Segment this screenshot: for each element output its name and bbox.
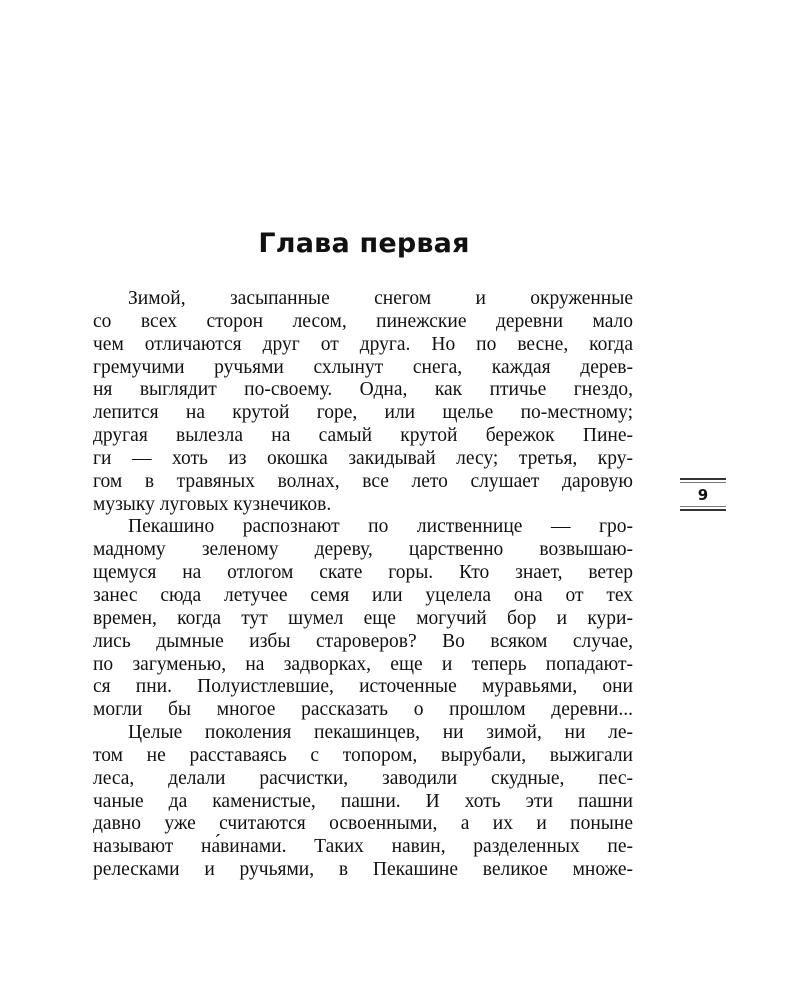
text-line: ня выглядит по-своему. Одна, как птичье гнездо, bbox=[93, 379, 633, 401]
text-line: могли бы многое рассказать о прошлом деревни... bbox=[93, 699, 633, 721]
text-line: со всех сторон лесом, пинежские деревни мало bbox=[93, 310, 633, 332]
folio-rule bbox=[680, 509, 726, 511]
text-line: Пекашино распознают по лиственнице — гро- bbox=[128, 516, 633, 538]
text-line: другая вылезла на самый крутой бережок Пине- bbox=[93, 425, 633, 447]
page-number: 9 bbox=[697, 486, 709, 504]
text-line: гремучими ручьями схлынут снега, каждая дерев- bbox=[93, 356, 633, 378]
text-line: ги — хоть из окошка закидывай лесу; третья, кру- bbox=[93, 447, 633, 469]
folio-rule bbox=[680, 482, 726, 483]
text-line: Целые поколения пекашинцев, ни зимой, ни ле- bbox=[128, 722, 633, 744]
body-text bbox=[93, 288, 633, 882]
text-line: времен, когда тут шумел еще могучий бор и кури- bbox=[93, 607, 633, 629]
text-line: гом в травяных волнах, все лето слушает даровую bbox=[93, 470, 633, 492]
text-line: леса, делали расчистки, заводили скудные, пес- bbox=[93, 767, 633, 789]
text-line: мадному зеленому дереву, царственно возвышаю- bbox=[93, 539, 633, 561]
folio-rule bbox=[680, 506, 726, 507]
text-line: релесками и ручьями, в Пекашине великое множе- bbox=[93, 859, 633, 881]
text-line: называют на́винами. Таких навин, разделенных пе- bbox=[93, 836, 633, 858]
text-line: ся пни. Полуистлевшие, источенные муравьями, они bbox=[93, 676, 633, 698]
text-line: лись дымные избы староверов? Во всяком случае, bbox=[93, 630, 633, 652]
text-line: том не расставаясь с топором, вырубали, выжигали bbox=[93, 744, 633, 766]
text-line: давно уже считаются освоенными, а их и поныне bbox=[93, 813, 633, 835]
page-number-marker bbox=[680, 478, 726, 510]
text-line: чем отличаются друг от друга. Но по весне, когда bbox=[93, 333, 633, 355]
text-line: по загуменью, на задворках, еще и теперь попадают- bbox=[93, 653, 633, 675]
text-line: Зимой, засыпанные снегом и окруженные bbox=[128, 288, 633, 309]
text-line: занес сюда летучее семя или уцелела она от тех bbox=[93, 584, 633, 606]
text-line: лепится на крутой горе, или щелье по-местному; bbox=[93, 402, 633, 424]
folio-rule bbox=[680, 478, 726, 480]
chapter-title: Глава первая bbox=[258, 228, 470, 259]
text-line: щемуся на отлогом скате горы. Кто знает, ветер bbox=[93, 562, 633, 584]
text-line: музыку луговых кузнечиков. bbox=[93, 493, 332, 515]
text-line: чаные да каменистые, пашни. И хоть эти пашни bbox=[93, 790, 633, 812]
